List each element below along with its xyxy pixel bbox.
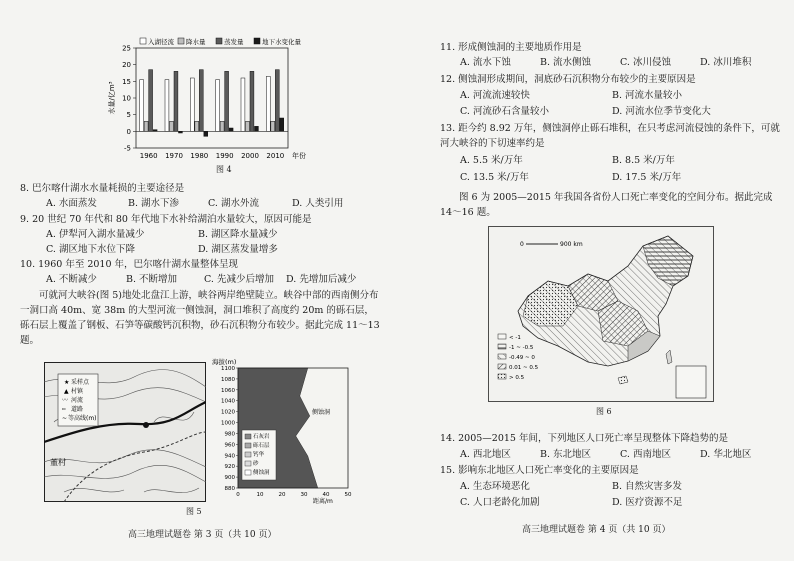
figure-5-profile xyxy=(208,356,358,504)
q15-option-a: A. 生态环境恶化 xyxy=(460,481,530,492)
q12-option-a: A. 河流流速较快 xyxy=(460,90,530,101)
bar-3-0 xyxy=(153,130,157,132)
bar-3-4 xyxy=(255,126,259,131)
map-legend-2: -0.49 ~ 0 xyxy=(509,355,535,361)
q12-option-c: C. 河流砂石含量较小 xyxy=(460,106,549,117)
profile-y-tick-0: 1100 xyxy=(221,366,235,372)
question-10: 10. 1960 年至 2010 年，巴尔喀什湖水量整体呈现 xyxy=(20,259,239,270)
map-scale: 900 km xyxy=(560,241,583,248)
q12-option-d: D. 河流水位季节变化大 xyxy=(612,106,711,117)
q8-option-a: A. 水面蒸发 xyxy=(46,198,97,209)
bar-3-3 xyxy=(229,128,233,131)
profile-x-title: 距离/m xyxy=(313,498,333,504)
q15-option-c: C. 人口老龄化加剧 xyxy=(460,497,540,508)
right-page xyxy=(400,0,794,561)
figure-5-caption: 图 5 xyxy=(186,507,202,516)
legend-swatch-3 xyxy=(254,38,260,44)
y-tick-label-1: 20 xyxy=(122,61,131,70)
question-9: 9. 20 世纪 70 年代和 80 年代地下水补给湖泊水量较大，原因可能是 xyxy=(20,214,312,225)
bar-2-5 xyxy=(275,70,279,132)
topo-legend-2: 河流 xyxy=(71,397,84,404)
profile-y-tick-9: 920 xyxy=(224,464,235,471)
x-tick-label-4: 2000 xyxy=(241,152,259,160)
profile-x-tick-0: 0 xyxy=(236,492,240,498)
bar-0-0 xyxy=(140,80,144,132)
topo-legend-4: 等高线(m) xyxy=(68,415,97,422)
q14-option-a: A. 西北地区 xyxy=(460,449,511,460)
q11-option-b: B. 流水侧蚀 xyxy=(540,57,592,68)
profile-y-tick-5: 1000 xyxy=(221,420,235,427)
bar-2-1 xyxy=(174,71,178,131)
profile-legend-label-3: 砂 xyxy=(253,461,259,467)
q8-option-b: B. 湖水下渗 xyxy=(128,198,180,209)
figure-6-caption: 图 6 xyxy=(596,407,612,416)
q14-option-d: D. 华北地区 xyxy=(700,449,752,460)
q10-option-a: A. 不断减少 xyxy=(46,274,97,285)
q9-option-a: A. 伊犁河入湖水量减少 xyxy=(46,229,145,240)
q13-option-d: D. 17.5 米/万年 xyxy=(612,172,682,183)
bar-0-1 xyxy=(165,80,169,132)
q10-option-d: D. 先增加后减少 xyxy=(286,274,357,285)
question-12: 12. 侧蚀洞形成期间，洞底砂石沉积物分布较少的主要原因是 xyxy=(440,74,696,85)
bar-2-3 xyxy=(225,71,229,131)
bar-1-5 xyxy=(271,121,275,131)
bar-2-4 xyxy=(250,71,254,131)
svg-text:▲: ▲ xyxy=(64,388,69,395)
topo-legend-0: 采样点 xyxy=(71,379,90,386)
svg-text:0: 0 xyxy=(520,241,524,248)
map-legend-0: < -1 xyxy=(509,335,521,341)
profile-y-tick-4: 1020 xyxy=(221,409,235,416)
bar-3-2 xyxy=(204,131,208,136)
water-balance-bar-chart xyxy=(108,36,318,174)
profile-y-tick-1: 1080 xyxy=(221,376,235,383)
bar-3-5 xyxy=(280,118,284,131)
bar-1-1 xyxy=(170,121,174,131)
topo-legend-1: 村镇 xyxy=(71,388,84,395)
legend-label-3: 地下水变化量 xyxy=(262,38,301,46)
profile-y-tick-7: 960 xyxy=(224,442,235,449)
profile-y-tick-2: 1060 xyxy=(221,387,235,394)
y-tick-label-6: -5 xyxy=(124,144,131,153)
x-axis-unit: 年份 xyxy=(292,152,306,160)
village-label: 董村 xyxy=(50,458,66,467)
profile-legend-swatch-4 xyxy=(245,470,251,475)
profile-x-tick-4: 40 xyxy=(322,492,330,498)
bar-0-3 xyxy=(216,80,220,132)
y-tick-label-5: 0 xyxy=(126,127,131,136)
q13-option-b: B. 8.5 米/万年 xyxy=(612,155,675,166)
question-13: 13. 距今约 8.92 万年，侧蚀洞停止砾石堆积，在只考虑河流侵蚀的条件下，可就河大峡谷的下切速率约是 xyxy=(440,123,780,149)
q11-option-c: C. 冰川侵蚀 xyxy=(620,57,671,68)
profile-y-tick-6: 980 xyxy=(224,431,235,438)
question-15: 15. 影响东北地区人口死亡率变化的主要原因是 xyxy=(440,465,639,476)
profile-legend-swatch-3 xyxy=(245,461,251,466)
map-legend-1: -1 ~ -0.5 xyxy=(509,345,534,351)
map-legend-3: 0.01 ~ 0.5 xyxy=(509,365,539,371)
x-tick-label-2: 1980 xyxy=(190,152,209,160)
legend-label-0: 入湖径流 xyxy=(148,38,174,46)
profile-legend-label-4: 侧蚀洞 xyxy=(253,470,270,476)
passage-11-13: 可就河大峡谷(图 5)地处北盘江上游，峡谷两岸绝壁陡立。峡谷中部的西南侧分布一洞口高 40m、宽 38m 的大型河流一侧蚀洞，洞口堆积了高度约 20m 的砾石层，砾石层上覆盖了钢板、石笋等碳酸钙沉积物，砂石沉积物分布较少。据此完成 11～13 题。 xyxy=(20,290,380,346)
q12-option-b: B. 河流水量较小 xyxy=(612,90,683,101)
q11-option-a: A. 流水下蚀 xyxy=(460,57,511,68)
profile-legend-label-2: 钙华 xyxy=(253,452,265,458)
profile-x-tick-3: 30 xyxy=(300,492,308,498)
legend-swatch-2 xyxy=(216,38,222,44)
q14-option-c: C. 西南地区 xyxy=(620,449,671,460)
profile-y-tick-8: 940 xyxy=(224,453,235,460)
q15-option-b: B. 自然灾害多发 xyxy=(612,481,683,492)
q8-option-d: D. 人类引用 xyxy=(292,198,344,209)
q10-option-c: C. 先减少后增加 xyxy=(204,274,274,285)
q14-option-b: B. 东北地区 xyxy=(540,449,592,460)
x-tick-label-1: 1970 xyxy=(165,152,183,160)
profile-legend-swatch-1 xyxy=(245,443,251,448)
profile-x-tick-2: 20 xyxy=(278,492,286,498)
bar-1-0 xyxy=(144,121,148,131)
profile-legend-swatch-0 xyxy=(245,434,251,439)
bar-1-4 xyxy=(246,121,250,131)
bar-0-4 xyxy=(241,78,245,131)
q13-option-a: A. 5.5 米/万年 xyxy=(460,155,523,166)
legend-label-2: 蒸发量 xyxy=(224,38,244,46)
y-axis-label: 水量/亿m³ xyxy=(108,81,116,115)
profile-legend-label-1: 砾石层 xyxy=(253,443,270,449)
profile-y-tick-3: 1040 xyxy=(221,398,235,405)
figure-5-topo-map xyxy=(44,362,206,502)
q10-option-b: B. 不断增加 xyxy=(126,274,178,285)
svg-text:★: ★ xyxy=(64,379,70,386)
left-footer: 高三地理试题卷 第 3 页（共 10 页） xyxy=(128,530,277,540)
q9-option-c: C. 湖区地下水位下降 xyxy=(46,244,135,255)
question-11: 11. 形成侧蚀洞的主要地质作用是 xyxy=(440,42,582,53)
q11-option-d: D. 冰川堆积 xyxy=(700,57,752,68)
svg-text:┅: ┅ xyxy=(62,406,66,413)
figure-4-caption: 图 4 xyxy=(216,165,232,174)
legend-swatch-0 xyxy=(140,38,146,44)
x-tick-label-0: 1960 xyxy=(139,152,158,160)
profile-legend-label-0: 石灰岩 xyxy=(253,434,270,440)
bar-0-2 xyxy=(190,78,194,131)
legend-label-1: 降水量 xyxy=(186,38,206,46)
map-legend-4: > 0.5 xyxy=(509,375,525,381)
question-8: 8. 巴尔喀什湖水水量耗损的主要途径是 xyxy=(20,183,185,194)
bar-1-3 xyxy=(220,121,224,131)
y-tick-label-4: 5 xyxy=(126,111,131,120)
y-tick-label-3: 10 xyxy=(122,94,131,103)
right-footer: 高三地理试题卷 第 4 页（共 10 页） xyxy=(522,525,671,535)
q9-option-d: D. 湖区蒸发量增多 xyxy=(198,244,278,255)
bar-2-0 xyxy=(149,70,153,132)
svg-text:〰: 〰 xyxy=(62,397,69,404)
y-tick-label-0: 25 xyxy=(122,44,131,53)
plot-frame xyxy=(136,48,288,148)
profile-y-title: 海拔(m) xyxy=(212,358,237,366)
svg-text:~: ~ xyxy=(62,415,68,422)
q13-option-c: C. 13.5 米/万年 xyxy=(460,172,529,183)
bar-2-2 xyxy=(199,70,203,132)
y-tick-label-2: 15 xyxy=(122,77,131,86)
x-tick-label-3: 1990 xyxy=(215,152,234,160)
intro-14-16: 图 6 为 2005—2015 年我国各省份人口死亡率变化的空间分布。据此完成 14～16 题。 xyxy=(440,192,773,218)
q15-option-d: D. 医疗资源不足 xyxy=(612,497,683,508)
question-14: 14. 2005—2015 年间，下列地区人口死亡率呈现整体下降趋势的是 xyxy=(440,433,729,444)
profile-y-tick-11: 880 xyxy=(224,486,235,492)
topo-legend-3: 道路 xyxy=(71,406,84,413)
bar-3-1 xyxy=(179,131,183,133)
profile-y-tick-10: 900 xyxy=(224,475,235,482)
bar-0-5 xyxy=(266,76,270,131)
bar-1-2 xyxy=(195,121,199,131)
profile-x-tick-5: 50 xyxy=(344,492,352,498)
q8-option-c: C. 湖水外流 xyxy=(208,198,259,209)
profile-cave-label: 侧蚀洞 xyxy=(312,409,331,416)
figure-6-china-map xyxy=(488,226,714,402)
profile-x-tick-1: 10 xyxy=(256,492,264,498)
q9-option-b: B. 湖区降水量减少 xyxy=(198,229,278,240)
profile-legend-swatch-2 xyxy=(245,452,251,457)
legend-swatch-1 xyxy=(178,38,184,44)
x-tick-label-5: 2010 xyxy=(266,152,285,160)
